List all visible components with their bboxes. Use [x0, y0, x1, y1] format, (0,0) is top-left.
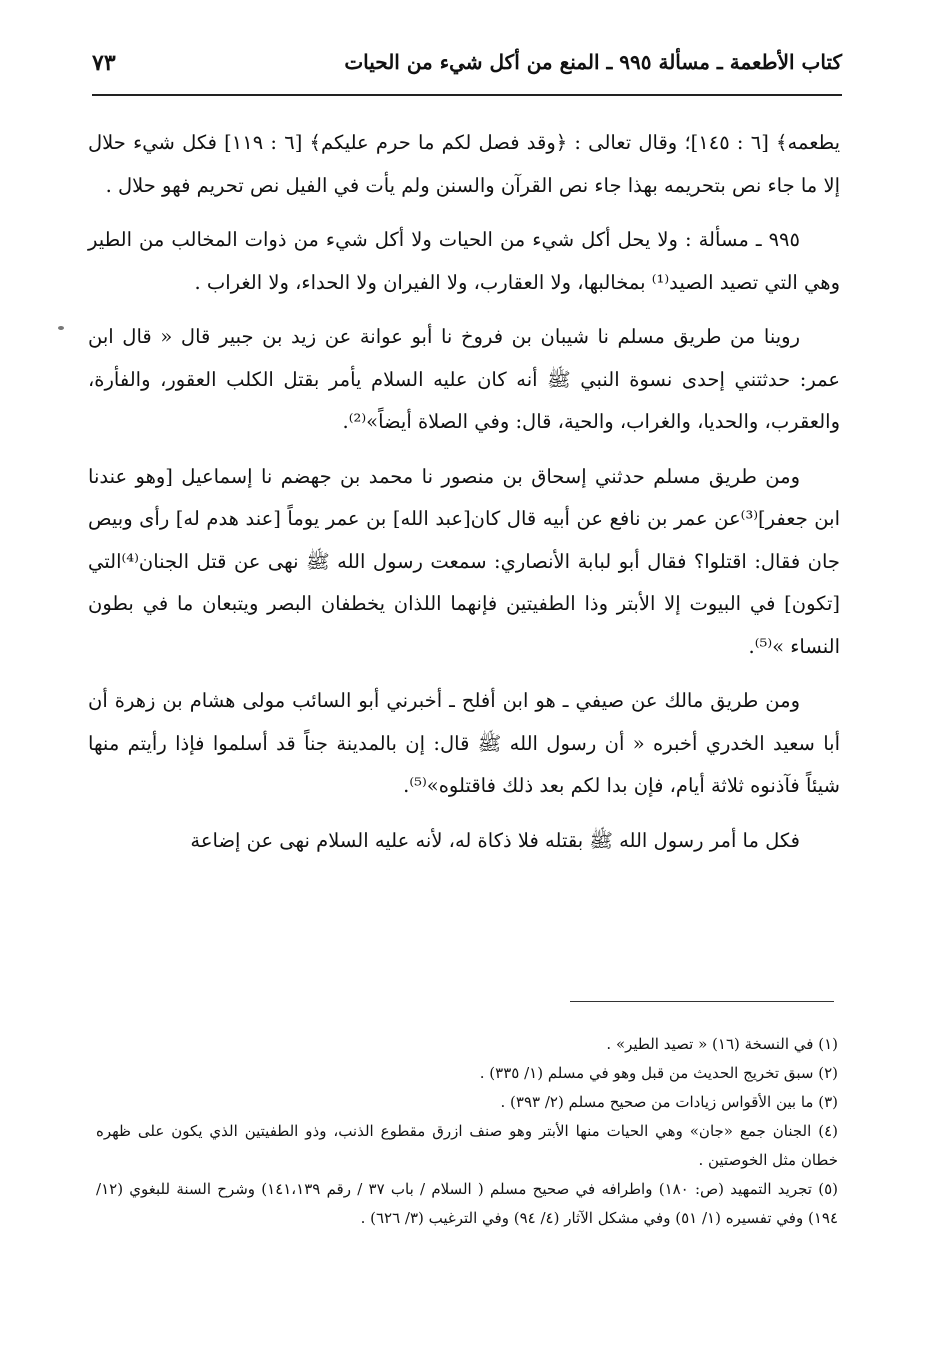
paragraph-hadith-ibn-umar: روينا من طريق مسلم نا شيبان بن فروخ نا أبو عوانة عن زيد بن جبير قال « قال ابن عمر: حدثتني إحدى نسوة النبي ﷺ أنه كان عليه السلام يأمر بقتل الكلب العقور، والفأرة، والعقرب، والحديا، والغراب، والحية، قال: وفي الصلاة أيضاً»⁽²⁾.: [88, 325, 840, 433]
footnote-2: (٢) سبق تخريج الحديث من قبل وهو في مسلم (١/ ٣٣٥) .: [479, 1064, 838, 1082]
running-title: كتاب الأطعمة ـ مسألة ٩٩٥ ـ المنع من أكل شيء من الحيات: [344, 50, 842, 74]
footnote-4: (٤) الجنان جمع «جان» وهي الحيات منها الأبتر وهو صنف ازرق مقطوع الذنب، وذو الطفيتين الذي يكون على ظهره خطان مثل الخوصتين .: [96, 1122, 838, 1169]
paragraph-hadith-abu-lubaba: ومن طريق مسلم حدثني إسحاق بن منصور نا محمد بن جهضم نا إسماعيل [وهو عندنا ابن جعفر]⁽³⁾عن عمر بن نافع عن أبيه قال كان[عبد الله] بن عمر يوماً [عند هدم له] رأى وبيص جان فقال: اقتلوا؟ فقال أبو لبابة الأنصاري: سمعت رسول الله ﷺ نهى عن قتل الجنان⁽⁴⁾التي [تكون] في البيوت إلا الأبتر وذا الطفيتين فإنهما اللذان يخطفان البصر ويتبعان ما في بطون النساء »⁽⁵⁾.: [88, 464, 840, 658]
footnotes: [96, 1030, 838, 1233]
page-speck: [58, 326, 64, 330]
paragraph-hadith-abu-said: ومن طريق مالك عن صيفي ـ هو ابن أفلح ـ أخبرني أبو السائب مولى هشام بن زهرة أن أبا سعيد الخدري أخبره « أن رسول الله ﷺ قال: إن بالمدينة جناً قد أسلموا فإذا رأيتم منها شيئاً فآذنوه ثلاثة أيام، فإن بدا لكم بعد ذلك فاقتلوه»⁽⁵⁾.: [88, 689, 840, 797]
footnote-5: (٥) تجريد التمهيد (ص: ١٨٠) واطرافه في صحيح مسلم ( السلام / باب ٣٧ / رقم ١٤١،١٣٩) وشرح السنة للبغوي (١٢/ ١٩٤) وفي تفسيره (١/ ٥١) وفي مشكل الآثار (٤/ ٩٤) وفي الترغيب (٣/ ٦٢٦) .: [96, 1180, 838, 1227]
paragraph-quran-continuation: يطعمه﴾ [٦ : ١٤٥]؛ وقال تعالى : ﴿وقد فصل لكم ما حرم عليكم﴾ [٦ : ١١٩] فكل شيء حلال إلا ما جاء نص بتحريمه بهذا جاء نص القرآن والسنن ولم يأت في الفيل نص تحريم فهو حلال .: [88, 131, 841, 197]
page-number: ٧٣: [92, 50, 116, 76]
paragraph-conclusion: فكل ما أمر رسول الله ﷺ بقتله فلا ذكاة له، لأنه عليه السلام نهى عن إضاعة: [190, 828, 800, 852]
page-header: [92, 48, 842, 92]
paragraph-issue-995: ٩٩٥ ـ مسألة : ولا يحل أكل شيء من الحيات ولا أكل شيء من ذوات المخالب من الطير وهي التي تصيد الصيد⁽¹⁾ بمخالبها، ولا العقارب، ولا الفيران ولا الحداء، ولا الغراب .: [88, 228, 840, 294]
footnote-divider: [570, 1001, 834, 1002]
main-text: [88, 122, 840, 874]
footnote-3: (٣) ما بين الأقواس زيادات من صحيح مسلم (٢/ ٣٩٣) .: [500, 1093, 838, 1111]
header-divider: [92, 94, 842, 96]
footnote-1: (١) في النسخة (١٦) « تصيد الطير» .: [606, 1035, 838, 1053]
